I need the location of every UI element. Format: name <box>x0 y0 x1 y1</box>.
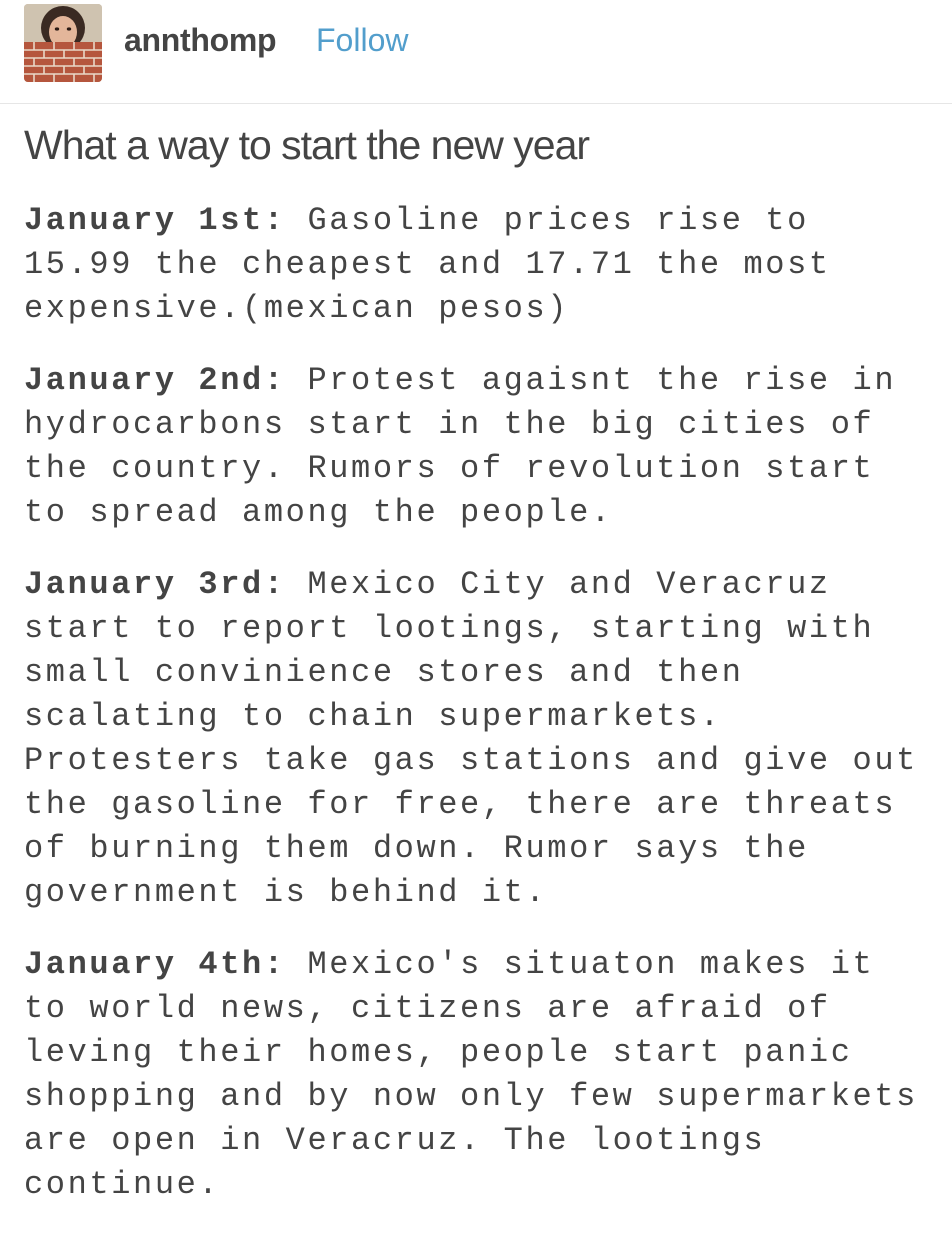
entry-text: Gasoline prices rise to 15.99 the cheapest and 17.71 the most expensive.(mexican pesos) <box>24 202 831 327</box>
post-entry-jan-2 <box>24 359 944 535</box>
username[interactable]: annthomp <box>124 22 277 58</box>
avatar-image <box>24 4 102 82</box>
post-entry-jan-1 <box>24 199 944 331</box>
entry-date: January 2nd: <box>24 362 286 399</box>
post-title: What a way to start the new year <box>24 122 590 168</box>
post-entry-jan-4 <box>24 943 944 1207</box>
avatar[interactable] <box>24 4 102 82</box>
entry-text: Mexico City and Veracruz start to report lootings, starting with small convinience stores and then scalating to chain supermarkets. Protesters take gas stations and give out the gasoline for free, there are threats of burning them down. Rumor says the government is behind it. <box>24 566 918 911</box>
entry-text: Mexico's situaton makes it to world news, citizens are afraid of leving their homes, people start panic shopping and by now only few supermarkets are open in Veracruz. The lootings continue. <box>24 946 918 1203</box>
post-header <box>0 0 952 104</box>
entry-text: Protest agaisnt the rise in hydrocarbons start in the big cities of the country. Rumors of revolution start to spread among the people. <box>24 362 897 531</box>
follow-button[interactable]: Follow <box>316 22 409 58</box>
post-entry-jan-3 <box>24 563 944 915</box>
post-body <box>24 199 944 1235</box>
entry-date: January 3rd: <box>24 566 286 603</box>
entry-date: January 4th: <box>24 946 286 983</box>
entry-date: January 1st: <box>24 202 286 239</box>
